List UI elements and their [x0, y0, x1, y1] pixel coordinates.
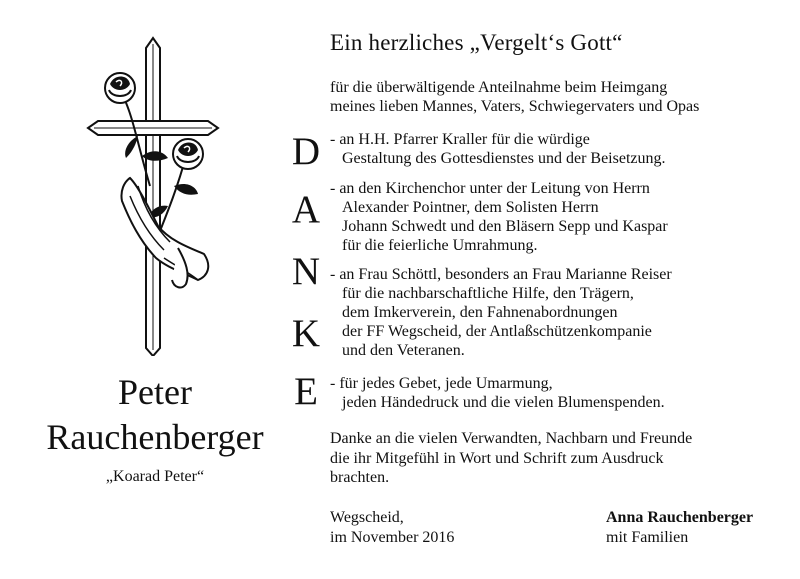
closing-text — [330, 429, 692, 488]
intro-line: meines lieben Mannes, Vaters, Schwiegervaters und Opas — [330, 98, 700, 115]
signature-name: Anna Rauchenberger — [606, 509, 754, 526]
cross-with-roses-and-praying-hands-icon — [78, 36, 228, 356]
danke-letter: A — [291, 188, 321, 231]
thanks-item — [330, 130, 666, 168]
place-date — [330, 508, 454, 547]
deceased-first-name: Peter — [118, 372, 192, 412]
thanks-line: - für jedes Gebet, jede Umarmung, — [330, 375, 553, 392]
intro-line: für die überwältigende Anteilnahme beim Heimgang — [330, 79, 668, 96]
thanks-item — [330, 374, 665, 412]
thanks-line: für die nachbarschaftliche Hilfe, den Trägern, — [342, 285, 634, 302]
intro-text — [330, 78, 699, 116]
thanks-line: - an den Kirchenchor unter der Leitung von Herrn — [330, 180, 650, 197]
thanks-line: und den Veteranen. — [342, 342, 465, 359]
thanks-item — [330, 179, 668, 255]
deceased-nickname: „Koarad Peter“ — [105, 468, 205, 485]
thanks-line: für die feierliche Umrahmung. — [342, 237, 538, 254]
danke-letter: D — [291, 130, 321, 173]
thanks-line: Johann Schwedt und den Bläsern Sepp und Kaspar — [342, 218, 668, 235]
signature-with: mit Familien — [606, 528, 689, 546]
closing-line: die ihr Mitgefühl in Wort und Schrift zum Ausdruck — [330, 449, 664, 467]
heading: Ein herzliches „Vergelt‘s Gott“ — [330, 30, 623, 55]
thanks-line: - an Frau Schöttl, besonders an Frau Marianne Reiser — [330, 266, 672, 283]
deceased-last-name: Rauchenberger — [46, 417, 264, 457]
danke-letter: E — [294, 370, 318, 413]
place-date-text: im November 2016 — [330, 528, 455, 546]
closing-line: brachten. — [330, 469, 390, 486]
signature — [606, 508, 753, 547]
danke-letter: K — [291, 312, 321, 355]
place-city: Wegscheid, — [330, 509, 404, 526]
closing-line: Danke an die vielen Verwandten, Nachbarn und Freunde — [330, 430, 693, 447]
thanks-line: jeden Händedruck und die vielen Blumenspenden. — [342, 394, 665, 411]
thanks-line: Gestaltung des Gottesdienstes und der Beisetzung. — [342, 150, 666, 167]
thanks-line: Alexander Pointner, dem Solisten Herrn — [342, 199, 599, 216]
thanks-item — [330, 265, 672, 360]
thanks-line: der FF Wegscheid, der Antlaßschützenkompanie — [342, 323, 652, 340]
thanks-line: - an H.H. Pfarrer Kraller für die würdige — [330, 131, 590, 148]
thanks-line: dem Imkerverein, den Fahnenabordnungen — [342, 304, 618, 321]
danke-letter: N — [291, 250, 321, 293]
